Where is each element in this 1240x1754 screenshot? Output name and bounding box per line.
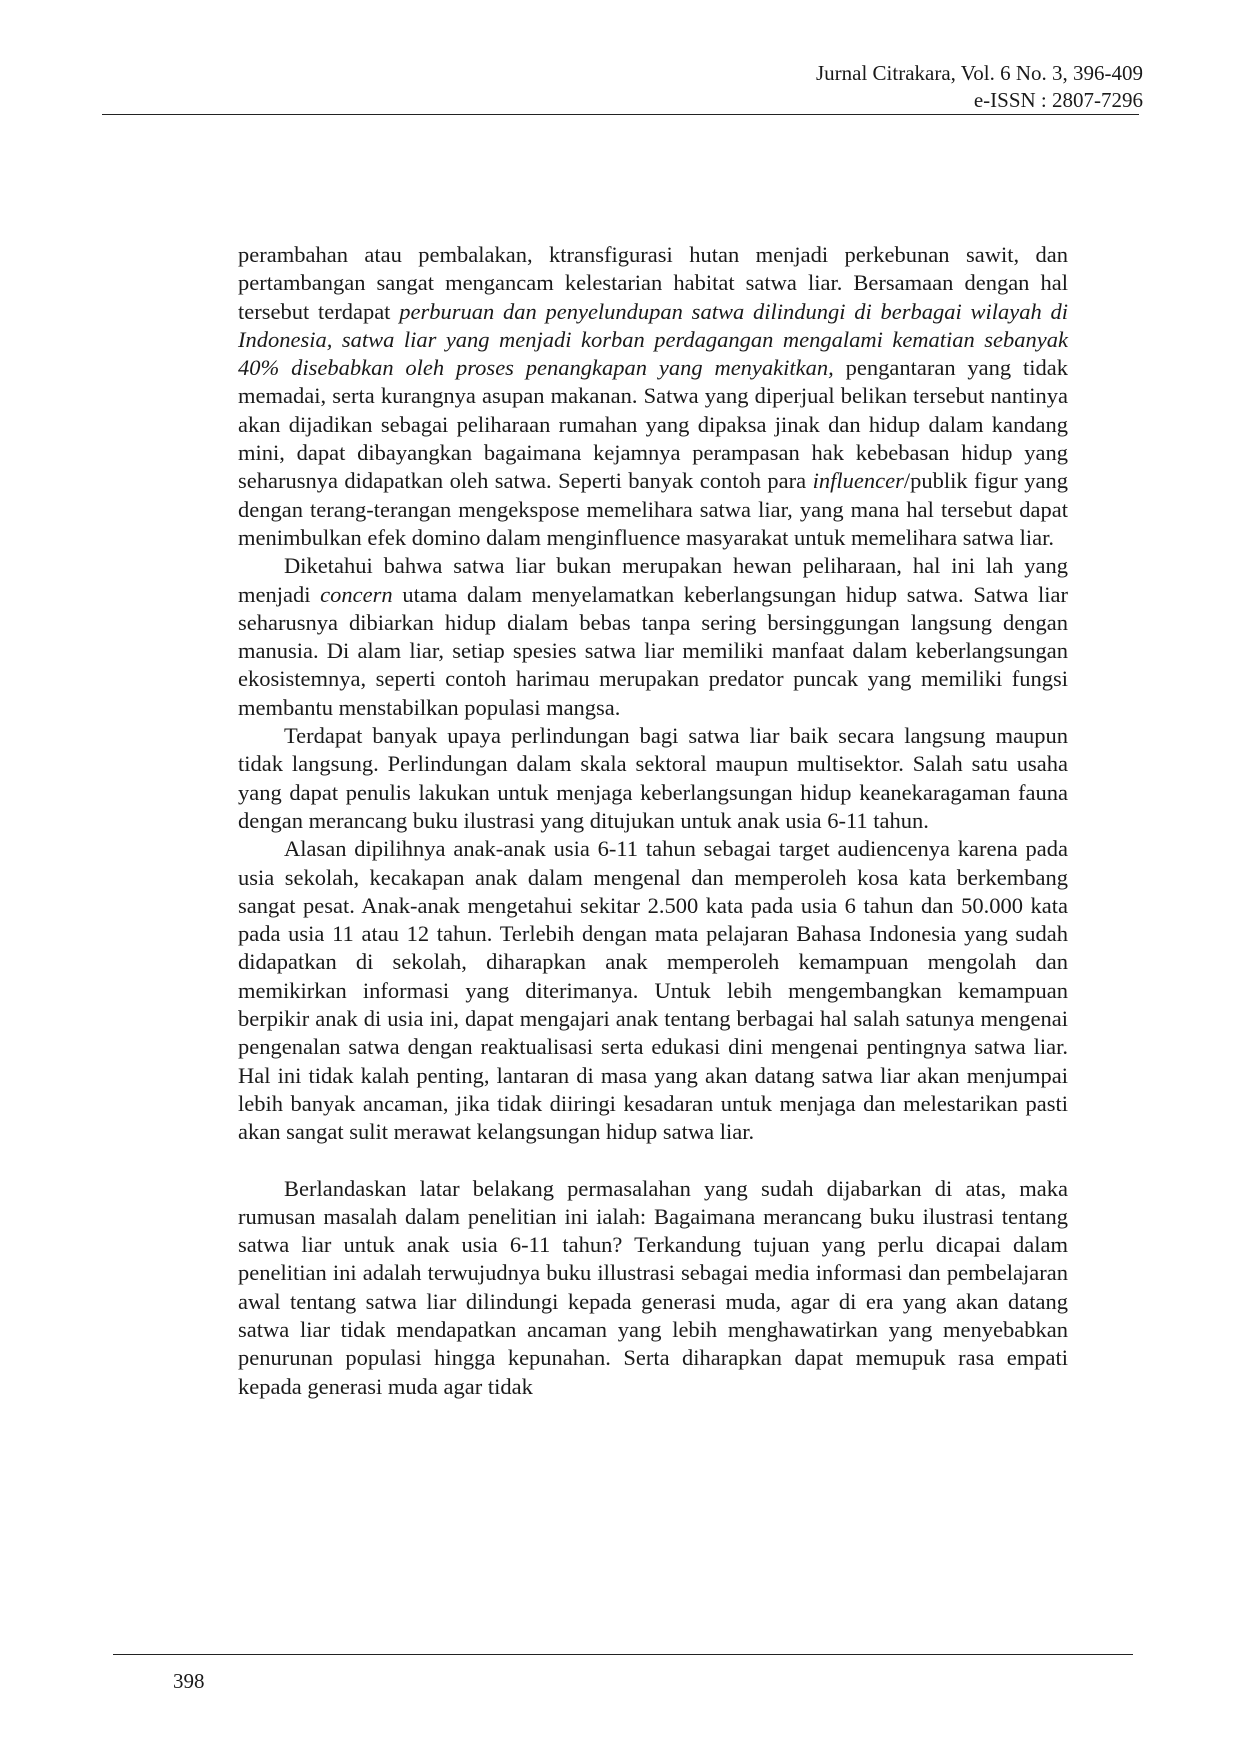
header-divider bbox=[102, 114, 1139, 115]
footer-divider bbox=[113, 1654, 1133, 1655]
text-run: perambahan atau pembalakan, ktransfigurasi hutan menjadi perkebunan sawit, dan pertambangan sangat mengancam kelestarian habitat satwa liar. Bersamaan dengan hal tersebut terdapat bbox=[238, 242, 1068, 324]
italic-text-run: influencer bbox=[812, 468, 904, 494]
journal-citation: Jurnal Citrakara, Vol. 6 No. 3, 396-409 bbox=[815, 61, 1143, 85]
italic-text-run: concern bbox=[320, 581, 393, 607]
text-run: pengantaran yang tidak memadai, serta kurangnya asupan makanan. Satwa yang diperjual belikan tersebut nantinya akan dijadikan sebagai peliharaan rumahan yang dipaksa jinak dan hidup dalam kandang mini, dapat dibayangkan bagaimana kejamnya perampasan hak kebebasan hidup yang seharusnya didapatkan oleh satwa. Seperti banyak contoh para bbox=[238, 355, 1068, 494]
text-run: Berlandaskan latar belakang permasalahan yang sudah dijabarkan di atas, maka rumusan masalah dalam penelitian ini ialah: Bagaimana merancang buku ilustrasi tentang satwa liar untuk anak usia 6-11 tahun? Terkandung tujuan yang perlu dicapai dalam penelitian ini adalah terwujudnya buku illustrasi sebagai media informasi dan pembelajaran awal tentang satwa liar dilindungi kepada generasi muda, agar di era yang akan datang satwa liar tidak mendapatkan ancaman yang lebih menghawatirkan yang menyebabkan penurunan populasi hingga kepunahan. Serta diharapkan dapat memupuk rasa empati kepada generasi muda agar tidak bbox=[238, 1175, 1068, 1399]
text-run: /publik figur yang dengan terang-terangan mengekspose memelihara satwa liar, yang mana hal tersebut dapat menimbulkan efek domino dalam menginfluence masyarakat untuk memelihara satwa liar. bbox=[238, 468, 1068, 550]
italic-text-run: perburuan dan penyelundupan satwa dilindungi di berbagai wilayah di Indonesia, satwa liar yang menjadi korban perdagangan mengalami kematian sebanyak 40% disebabkan oleh proses penangkapan yang menyakitkan, bbox=[238, 298, 1068, 381]
body-paragraph bbox=[238, 241, 1068, 552]
running-header bbox=[816, 60, 1143, 114]
page-number: 398 bbox=[173, 1669, 205, 1693]
body-paragraph bbox=[238, 1175, 1068, 1401]
issn-line: e-ISSN : 2807-7296 bbox=[973, 88, 1143, 112]
body-paragraph bbox=[238, 835, 1068, 1146]
body-paragraph bbox=[238, 722, 1068, 835]
body-text bbox=[238, 241, 1068, 1401]
text-run: Terdapat banyak upaya perlindungan bagi satwa liar baik secara langsung maupun tidak langsung. Perlindungan dalam skala sektoral maupun multisektor. Salah satu usaha yang dapat penulis lakukan untuk menjaga keberlangsungan hidup keanekaragaman fauna dengan merancang buku ilustrasi yang ditujukan untuk anak usia 6-11 tahun. bbox=[238, 723, 1068, 833]
body-paragraph bbox=[238, 552, 1068, 722]
text-run: Diketahui bahwa satwa liar bukan merupakan hewan peliharaan, hal ini lah yang menjadi bbox=[238, 553, 1068, 607]
text-run: utama dalam menyelamatkan keberlangsungan hidup satwa. Satwa liar seharusnya dibiarkan hidup dialam bebas tanpa sering bersinggungan langsung dengan manusia. Di alam liar, setiap spesies satwa liar memiliki manfaat dalam keberlangsungan ekosistemnya, seperti contoh harimau merupakan predator puncak yang memiliki fungsi membantu menstabilkan populasi mangsa. bbox=[238, 581, 1068, 720]
text-run: Alasan dipilihnya anak-anak usia 6-11 tahun sebagai target audiencenya karena pada usia sekolah, kecakapan anak dalam mengenal dan memperoleh kosa kata berkembang sangat pesat. Anak-anak mengetahui sekitar 2.500 kata pada usia 6 tahun dan 50.000 kata pada usia 11 atau 12 tahun. Terlebih dengan mata pelajaran Bahasa Indonesia yang sudah didapatkan di sekolah, diharapkan anak memperoleh kemampuan mengolah dan memikirkan informasi yang diterimanya. Untuk lebih mengembangkan kemampuan berpikir anak di usia ini, dapat mengajari anak tentang berbagai hal salah satunya mengenai pengenalan satwa dengan reaktualisasi serta edukasi dini mengenai pentingnya satwa liar. Hal ini tidak kalah penting, lantaran di masa yang akan datang satwa liar akan menjumpai lebih banyak ancaman, jika tidak diiringi kesadaran untuk menjaga dan melestarikan pasti akan sangat sulit merawat kelangsungan hidup satwa liar. bbox=[238, 836, 1068, 1145]
